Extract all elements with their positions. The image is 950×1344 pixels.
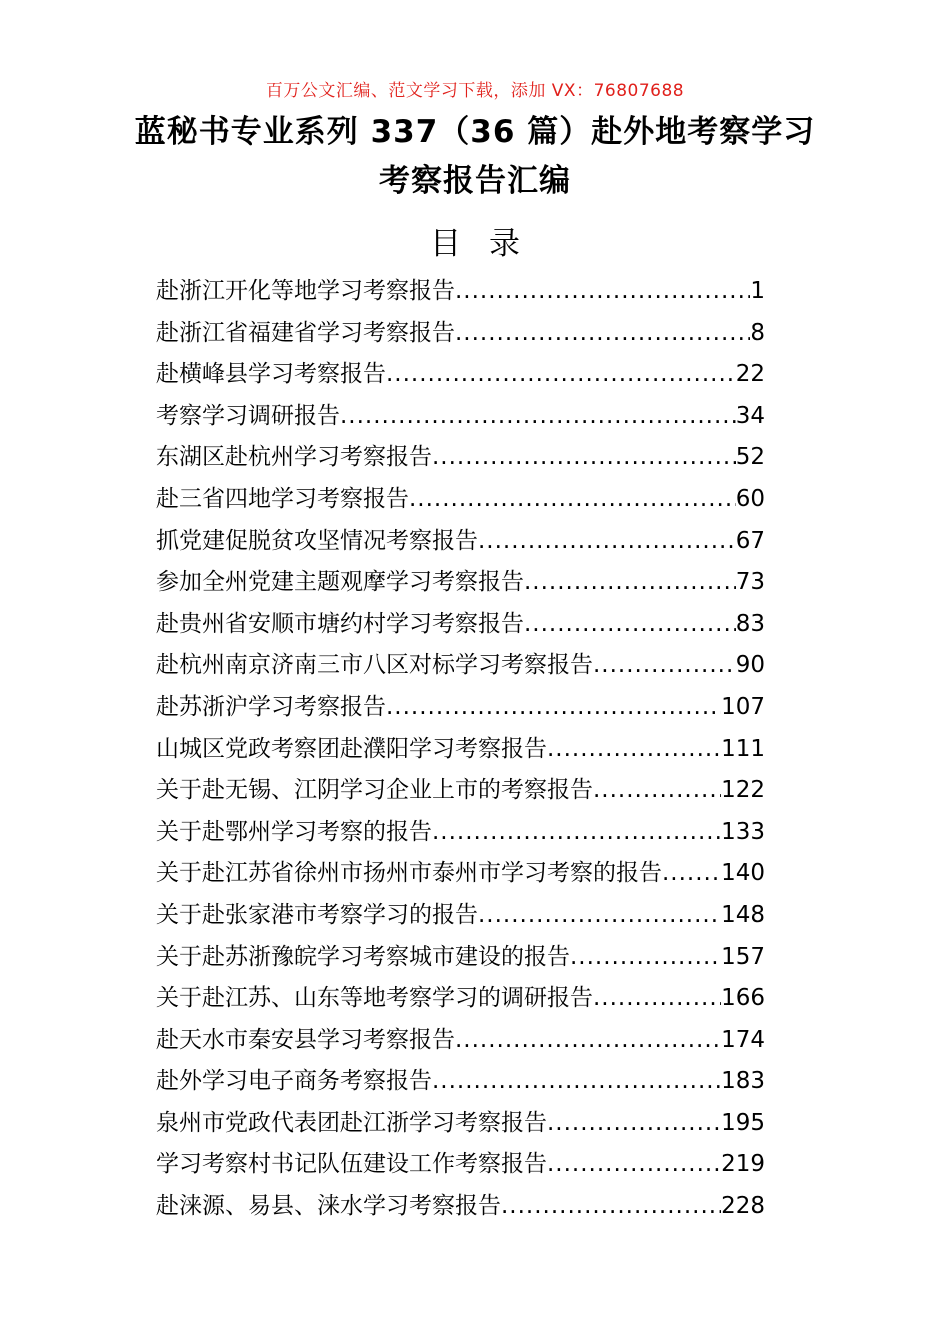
- toc-entry[interactable]: [156, 437, 765, 479]
- toc-entry-title: 关于赴江苏省徐州市扬州市泰州市学习考察的报告: [156, 860, 662, 887]
- toc-entry-title: 赴贵州省安顺市塘约村学习考察报告: [156, 610, 524, 637]
- toc-entry[interactable]: [156, 479, 765, 521]
- toc-entry-title: 关于赴无锡、江阴学习企业上市的考察报告: [156, 777, 593, 804]
- toc-leader-dots: [432, 437, 736, 479]
- toc-entry-page-number: 228: [721, 1193, 765, 1220]
- toc-entry[interactable]: [156, 271, 765, 313]
- toc-leader-dots: [386, 687, 721, 729]
- toc-entry[interactable]: [156, 687, 765, 729]
- toc-entry[interactable]: [156, 313, 765, 355]
- toc-entry-page-number: 166: [721, 985, 765, 1012]
- toc-entry-page-number: 90: [735, 652, 765, 679]
- toc-entry-page-number: 133: [721, 818, 765, 845]
- toc-leader-dots: [593, 645, 736, 687]
- toc-entry-page-number: 22: [735, 361, 765, 388]
- toc-leader-dots: [524, 562, 736, 604]
- toc-entry[interactable]: [156, 895, 765, 937]
- toc-entry-page-number: 219: [721, 1151, 765, 1178]
- toc-entry[interactable]: [156, 729, 765, 771]
- toc-entry-title: 关于赴苏浙豫皖学习考察城市建设的报告: [156, 943, 570, 970]
- toc-entry-title: 赴涞源、易县、涞水学习考察报告: [156, 1193, 501, 1220]
- toc-entry-title: 学习考察村书记队伍建设工作考察报告: [156, 1151, 547, 1178]
- toc-heading: 目录: [430, 226, 548, 262]
- toc-leader-dots: [593, 770, 721, 812]
- toc-entry-page-number: 60: [735, 485, 765, 512]
- toc-entry-page-number: 140: [721, 860, 765, 887]
- toc-entry-title: 赴横峰县学习考察报告: [156, 361, 386, 388]
- title-line-2: 考察报告汇编: [379, 163, 571, 199]
- toc-entry[interactable]: [156, 521, 765, 563]
- toc-entry-page-number: 8: [750, 319, 765, 346]
- toc-entry-title: 东湖区赴杭州学习考察报告: [156, 444, 432, 471]
- toc-entry-page-number: 195: [721, 1109, 765, 1136]
- toc-entry[interactable]: [156, 354, 765, 396]
- toc-entry-title: 赴天水市秦安县学习考察报告: [156, 1026, 455, 1053]
- toc-entry[interactable]: [156, 645, 765, 687]
- toc-entry[interactable]: [156, 1144, 765, 1186]
- toc-entry[interactable]: [156, 396, 765, 438]
- toc-entry-page-number: 174: [721, 1026, 765, 1053]
- toc-leader-dots: [570, 937, 721, 979]
- toc-entry[interactable]: [156, 978, 765, 1020]
- toc-leader-dots: [547, 1103, 721, 1145]
- toc-entry-page-number: 157: [721, 943, 765, 970]
- toc-entry[interactable]: [156, 1061, 765, 1103]
- toc-leader-dots: [432, 1061, 721, 1103]
- toc-entry-page-number: 183: [721, 1068, 765, 1095]
- toc-entry[interactable]: [156, 562, 765, 604]
- toc-leader-dots: [386, 354, 736, 396]
- toc-entry-page-number: 1: [750, 278, 765, 304]
- toc-leader-dots: [432, 812, 721, 854]
- toc-leader-dots: [524, 604, 736, 646]
- toc-entry[interactable]: [156, 1186, 765, 1228]
- toc-entry-title: 赴浙江开化等地学习考察报告: [156, 278, 455, 304]
- toc-leader-dots: [455, 271, 750, 313]
- toc-leader-dots: [478, 895, 721, 937]
- toc-entry-page-number: 73: [735, 569, 765, 596]
- toc-entry-title: 赴三省四地学习考察报告: [156, 485, 409, 512]
- toc-leader-dots: [340, 396, 736, 438]
- toc-entry-page-number: 83: [735, 610, 765, 637]
- table-of-contents: [156, 271, 765, 1228]
- toc-entry[interactable]: [156, 937, 765, 979]
- toc-leader-dots: [547, 1144, 721, 1186]
- toc-entry-title: 关于赴张家港市考察学习的报告: [156, 901, 478, 928]
- toc-entry-title: 泉州市党政代表团赴江浙学习考察报告: [156, 1109, 547, 1136]
- header-note: 百万公文汇编、范文学习下载，添加 VX：76807688: [265, 81, 685, 101]
- toc-entry-title: 赴浙江省福建省学习考察报告: [156, 319, 455, 346]
- toc-entry[interactable]: [156, 853, 765, 895]
- toc-entry-title: 关于赴鄂州学习考察的报告: [156, 818, 432, 845]
- toc-entry-title: 抓党建促脱贫攻坚情况考察报告: [156, 527, 478, 554]
- toc-leader-dots: [501, 1186, 721, 1228]
- toc-entry-title: 赴杭州南京济南三市八区对标学习考察报告: [156, 652, 593, 679]
- toc-leader-dots: [478, 521, 736, 563]
- toc-entry[interactable]: [156, 1103, 765, 1145]
- toc-leader-dots: [455, 313, 750, 355]
- toc-entry-title: 赴外学习电子商务考察报告: [156, 1068, 432, 1095]
- toc-entry-title: 关于赴江苏、山东等地考察学习的调研报告: [156, 985, 593, 1012]
- toc-entry-page-number: 107: [721, 693, 765, 720]
- toc-leader-dots: [409, 479, 736, 521]
- toc-entry-page-number: 122: [721, 777, 765, 804]
- toc-leader-dots: [593, 978, 721, 1020]
- toc-entry-page-number: 67: [735, 527, 765, 554]
- document-title: [60, 108, 890, 206]
- toc-entry-page-number: 148: [721, 901, 765, 928]
- toc-entry-title: 山城区党政考察团赴濮阳学习考察报告: [156, 735, 547, 762]
- title-line-1: 蓝秘书专业系列 337（36 篇）赴外地考察学习: [134, 114, 816, 150]
- toc-entry[interactable]: [156, 812, 765, 854]
- toc-entry-title: 考察学习调研报告: [156, 402, 340, 429]
- toc-leader-dots: [547, 729, 721, 771]
- toc-leader-dots: [455, 1020, 721, 1062]
- toc-entry[interactable]: [156, 1020, 765, 1062]
- toc-entry-page-number: 34: [735, 402, 765, 429]
- toc-entry[interactable]: [156, 770, 765, 812]
- toc-entry-page-number: 52: [735, 444, 765, 471]
- toc-entry-title: 赴苏浙沪学习考察报告: [156, 693, 386, 720]
- toc-entry-title: 参加全州党建主题观摩学习考察报告: [156, 569, 524, 596]
- toc-entry-page-number: 111: [721, 735, 765, 762]
- toc-leader-dots: [662, 853, 721, 895]
- toc-entry[interactable]: [156, 604, 765, 646]
